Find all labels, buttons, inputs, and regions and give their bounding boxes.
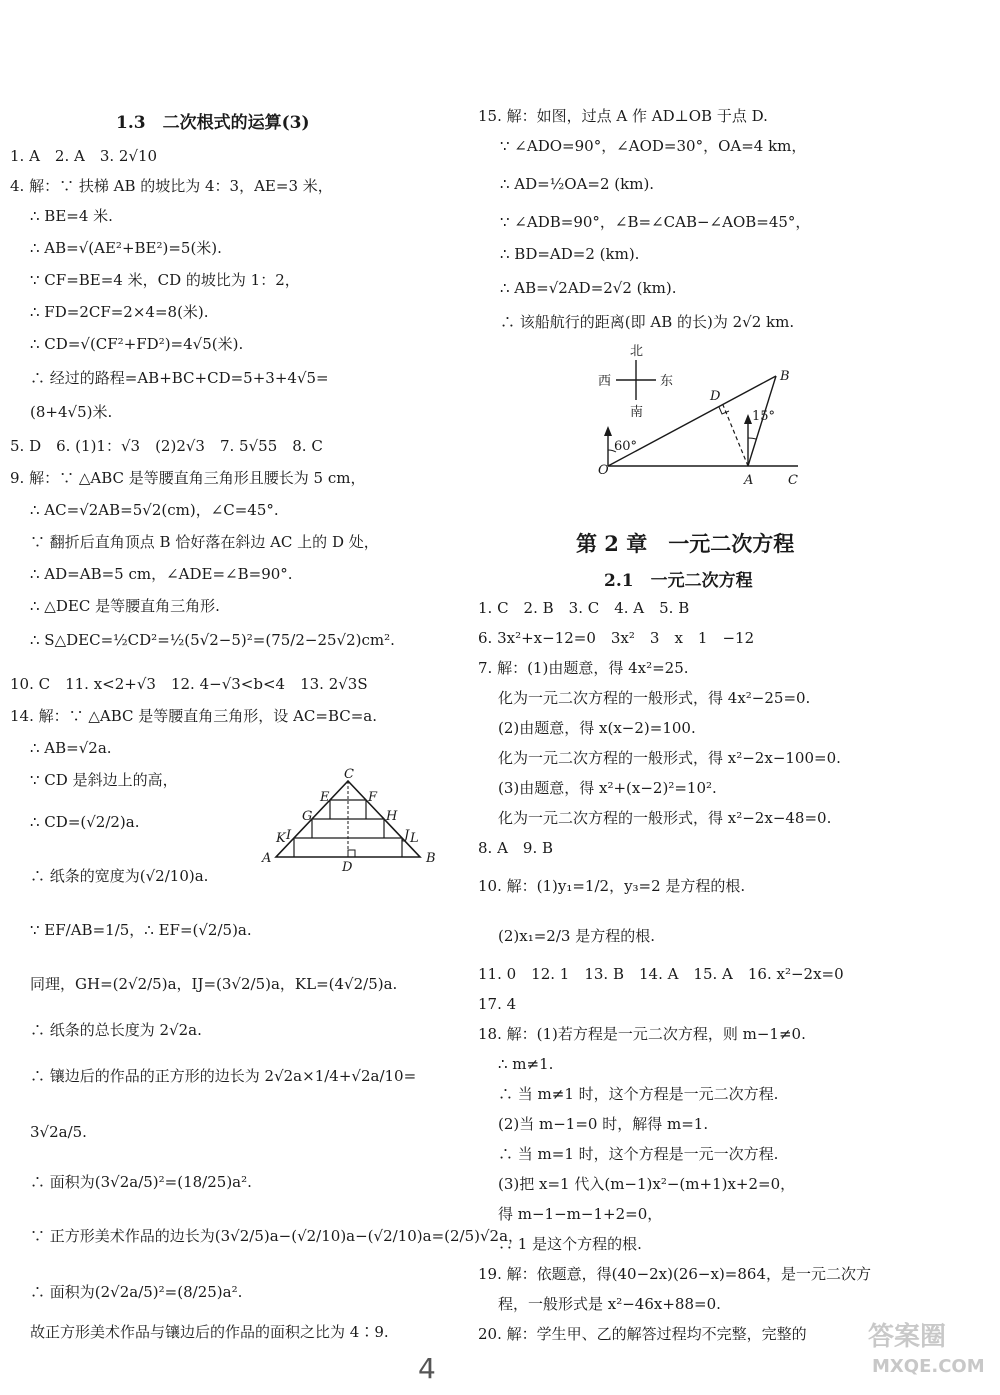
label-C: C [788,473,798,488]
answer-line: ∴ △DEC 是等腰直角三角形. [30,597,220,615]
answer-line: 9. 解：∵ △ABC 是等腰直角三角形且腰长为 5 cm， [10,469,366,487]
label-A: A [262,851,272,866]
answer-line: 同理，GH=(2√2/5)a，IJ=(3√2/5)a，KL=(4√2/5)a. [30,975,398,993]
label-E: E [320,790,330,805]
answer-line: ∴ 纸条的宽度为(√2/10)a. [30,867,209,885]
answer-line: ∴ AB=√2AD=2√2 (km). [500,279,677,297]
answer-line: ∵ ∠ADB=90°，∠B=∠CAB−∠AOB=45°， [500,213,811,231]
label-G: G [302,809,313,824]
answer-line: 5. D 6. (1)1：√3 (2)2√3 7. 5√55 8. C [10,437,323,455]
section-title-1-3: 1.3 二次根式的运算(3) [116,113,310,133]
answer-line: ∴ AB=√(AE²+BE²)=5(米). [30,239,222,257]
answer-line: 10. C 11. x<2+√3 12. 4−√3<b<4 13. 2√3S [10,675,368,693]
label-O: O [598,463,609,478]
answer-line: ∴ AD=½OA=2 (km). [500,175,655,193]
label-H: H [386,809,398,824]
answer-line: (3)由题意，得 x²+(x−2)²=10². [498,779,717,797]
answer-line: ∴ AD=AB=5 cm，∠ADE=∠B=90°. [30,565,293,583]
angle-60-label: 60° [614,439,638,454]
answer-line: 10. 解：(1)y₁=1/2，y₃=2 是方程的根. [478,877,746,895]
answer-line: ∴ 纸条的总长度为 2√2a. [30,1021,202,1039]
label-A: A [744,473,754,488]
label-F: F [368,790,378,805]
answer-line: (2)当 m−1=0 时，解得 m=1. [498,1115,709,1133]
compass-south-label: 南 [630,405,644,420]
answer-line: ∴ 面积为(3√2a/5)²=(18/25)a². [30,1173,252,1191]
watermark-logo: 答案圈 [868,1322,947,1352]
answer-line: ∴ 镶边后的作品的正方形的边长为 2√2a×1/4+√2a/10= [30,1067,417,1085]
answer-line: 15. 解：如图，过点 A 作 AD⊥OB 于点 D. [478,107,768,125]
answer-line: ∵ 正方形美术作品的边长为(3√2/5)a−(√2/10)a−(√2/10)a=(2/5)√2a， [30,1227,524,1245]
answer-line: ∴ 该船航行的距离(即 AB 的长)为 2√2 km. [500,313,795,331]
answer-line: ∴ 面积为(2√2a/5)²=(8/25)a². [30,1283,243,1301]
answer-line: 故正方形美术作品与镶边后的作品的面积之比为 4∶9. [30,1323,389,1341]
label-K: K [276,831,286,846]
section-title-2-1: 2.1 一元二次方程 [604,571,753,591]
answer-line: 20. 解：学生甲、乙的解答过程均不完整，完整的 [478,1325,807,1343]
answer-line: ∵ EF/AB=1/5，∴ EF=(√2/5)a. [30,921,252,939]
answer-line: ∴ FD=2CF=2×4=8(米). [30,303,209,321]
answer-line: 1. A 2. A 3. 2√10 [10,147,158,165]
answer-line: 化为一元二次方程的一般形式，得 x²−2x−48=0. [498,809,832,827]
watermark-url: MXQE.COM [872,1356,985,1377]
answer-line: ∴ AC=√2AB=5√2(cm)，∠C=45°. [30,501,279,519]
answer-line: 化为一元二次方程的一般形式，得 4x²−25=0. [498,689,811,707]
answer-line: ∵ 翻折后直角顶点 B 恰好落在斜边 AC 上的 D 处， [30,533,379,551]
label-C: C [344,767,354,782]
answer-line: ∴ CD=(√2/2)a. [30,813,140,831]
answer-line: 8. A 9. B [478,839,554,857]
label-D: D [342,860,353,874]
answer-line: ∴ CD=√(CF²+FD²)=4√5(米). [30,335,244,353]
answer-line: 7. 解：(1)由题意，得 4x²=25. [478,659,689,677]
label-J: J [404,828,410,843]
answer-line: ∴ 当 m=1 时，这个方程是一元一次方程. [498,1145,779,1163]
triangle-paper-strip-figure [258,764,448,874]
label-L: L [410,831,419,846]
answer-line: 17. 4 [478,995,517,1013]
compass-west-label: 西 [598,374,612,389]
compass-north-label: 北 [630,344,644,359]
ship-navigation-figure [598,338,818,488]
answer-line: ∵ CD 是斜边上的高， [30,771,178,789]
label-B: B [426,851,436,866]
answer-line: 18. 解：(1)若方程是一元二次方程，则 m−1≠0. [478,1025,806,1043]
page-number: 4 [418,1352,436,1385]
answer-line: 3√2a/5. [30,1123,87,1141]
answer-line: 6. 3x²+x−12=0 3x² 3 x 1 −12 [478,629,755,647]
compass-east-label: 东 [660,374,674,389]
chapter-title: 第 2 章 一元二次方程 [576,531,795,556]
answer-line: 得 m−1−m−1+2=0， [498,1205,663,1223]
answer-line: 4. 解：∵ 扶梯 AB 的坡比为 4：3，AE=3 米， [10,177,333,195]
answer-line: 14. 解：∵ △ABC 是等腰直角三角形，设 AC=BC=a. [10,707,378,725]
answer-line: ∴ 1 是这个方程的根. [498,1235,642,1253]
answer-line: ∴ AB=√2a. [30,739,112,757]
answer-line: 程，一般形式是 x²−46x+88=0. [498,1295,721,1313]
answer-line: (8+4√5)米. [30,403,113,421]
answer-line: ∵ CF=BE=4 米，CD 的坡比为 1：2， [30,271,300,289]
answer-line: (2)由题意，得 x(x−2)=100. [498,719,696,737]
answer-line: (3)把 x=1 代入(m−1)x²−(m+1)x+2=0， [498,1175,796,1193]
answer-line: ∴ m≠1. [498,1055,554,1073]
answer-line: ∴ 当 m≠1 时，这个方程是一元二次方程. [498,1085,779,1103]
answer-line: ∴ BD=AD=2 (km). [500,245,640,263]
label-D: D [710,389,721,404]
answer-line: 1. C 2. B 3. C 4. A 5. B [478,599,690,617]
answer-line: ∵ ∠ADO=90°，∠AOD=30°，OA=4 km， [500,137,807,155]
answer-line: 19. 解：依题意，得(40−2x)(26−x)=864，是一元二次方 [478,1265,872,1283]
answer-line: ∴ 经过的路程=AB+BC+CD=5+3+4√5= [30,369,329,387]
answer-line: ∴ BE=4 米. [30,207,113,225]
answer-line: (2)x₁=2/3 是方程的根. [498,927,655,945]
answer-line: 化为一元二次方程的一般形式，得 x²−2x−100=0. [498,749,841,767]
answer-line: ∴ S△DEC=½CD²=½(5√2−5)²=(75/2−25√2)cm². [30,631,395,649]
angle-15-label: 15° [752,409,776,424]
label-B: B [780,369,790,384]
answer-line: 11. 0 12. 1 13. B 14. A 15. A 16. x²−2x=0 [478,965,844,983]
label-I: I [286,828,292,843]
